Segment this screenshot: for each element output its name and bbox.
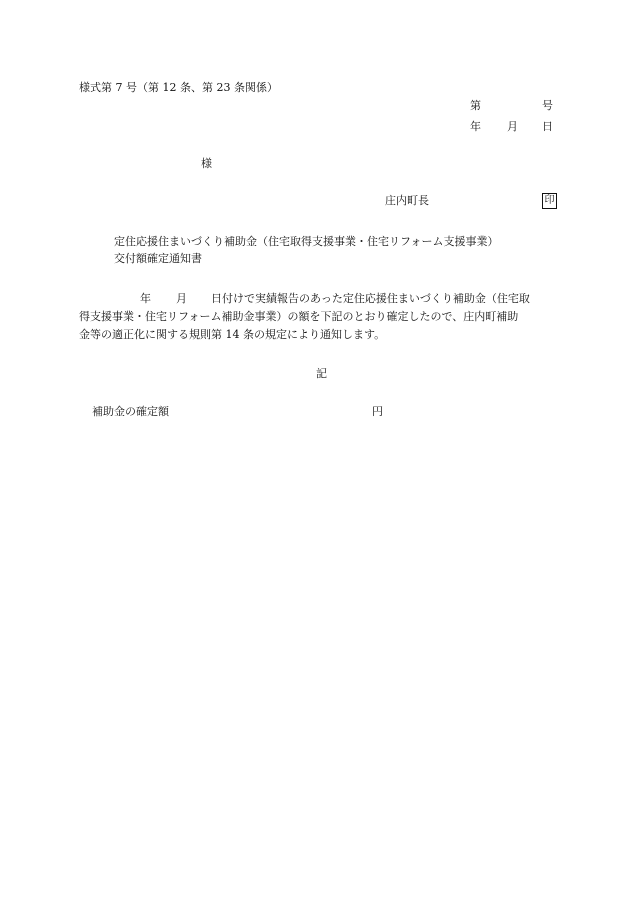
issuer: 庄内町長 — [385, 194, 429, 207]
seal-mark: 印 — [542, 193, 557, 209]
doc-number-prefix: 第 — [470, 99, 481, 112]
body-text-line1: 日付けで実績報告のあった定住応援住まいづくり補助金（住宅取 — [211, 292, 530, 305]
amount-label: 補助金の確定額 — [92, 405, 169, 418]
date-year: 年 — [470, 120, 481, 133]
body-date-month: 月 — [176, 292, 187, 305]
document-title-line1: 定住応援住まいづくり補助金（住宅取得支援事業・住宅リフォーム支援事業） — [114, 235, 499, 248]
ki-heading: 記 — [316, 367, 327, 380]
recipient-suffix: 様 — [201, 157, 212, 170]
body-text-line2: 得支援事業・住宅リフォーム補助金事業）の額を下記のとおり確定したので、庄内町補助 — [79, 310, 519, 323]
body-text-line3: 金等の適正化に関する規則第 14 条の規定により通知します。 — [79, 328, 386, 341]
doc-number-suffix: 号 — [542, 99, 553, 112]
body-date-year: 年 — [140, 292, 151, 305]
date-month: 月 — [507, 120, 518, 133]
document-title-line2: 交付額確定通知書 — [114, 252, 202, 265]
form-number: 様式第 7 号（第 12 条、第 23 条関係） — [79, 81, 278, 94]
date-day: 日 — [542, 120, 553, 133]
amount-unit: 円 — [372, 405, 383, 418]
